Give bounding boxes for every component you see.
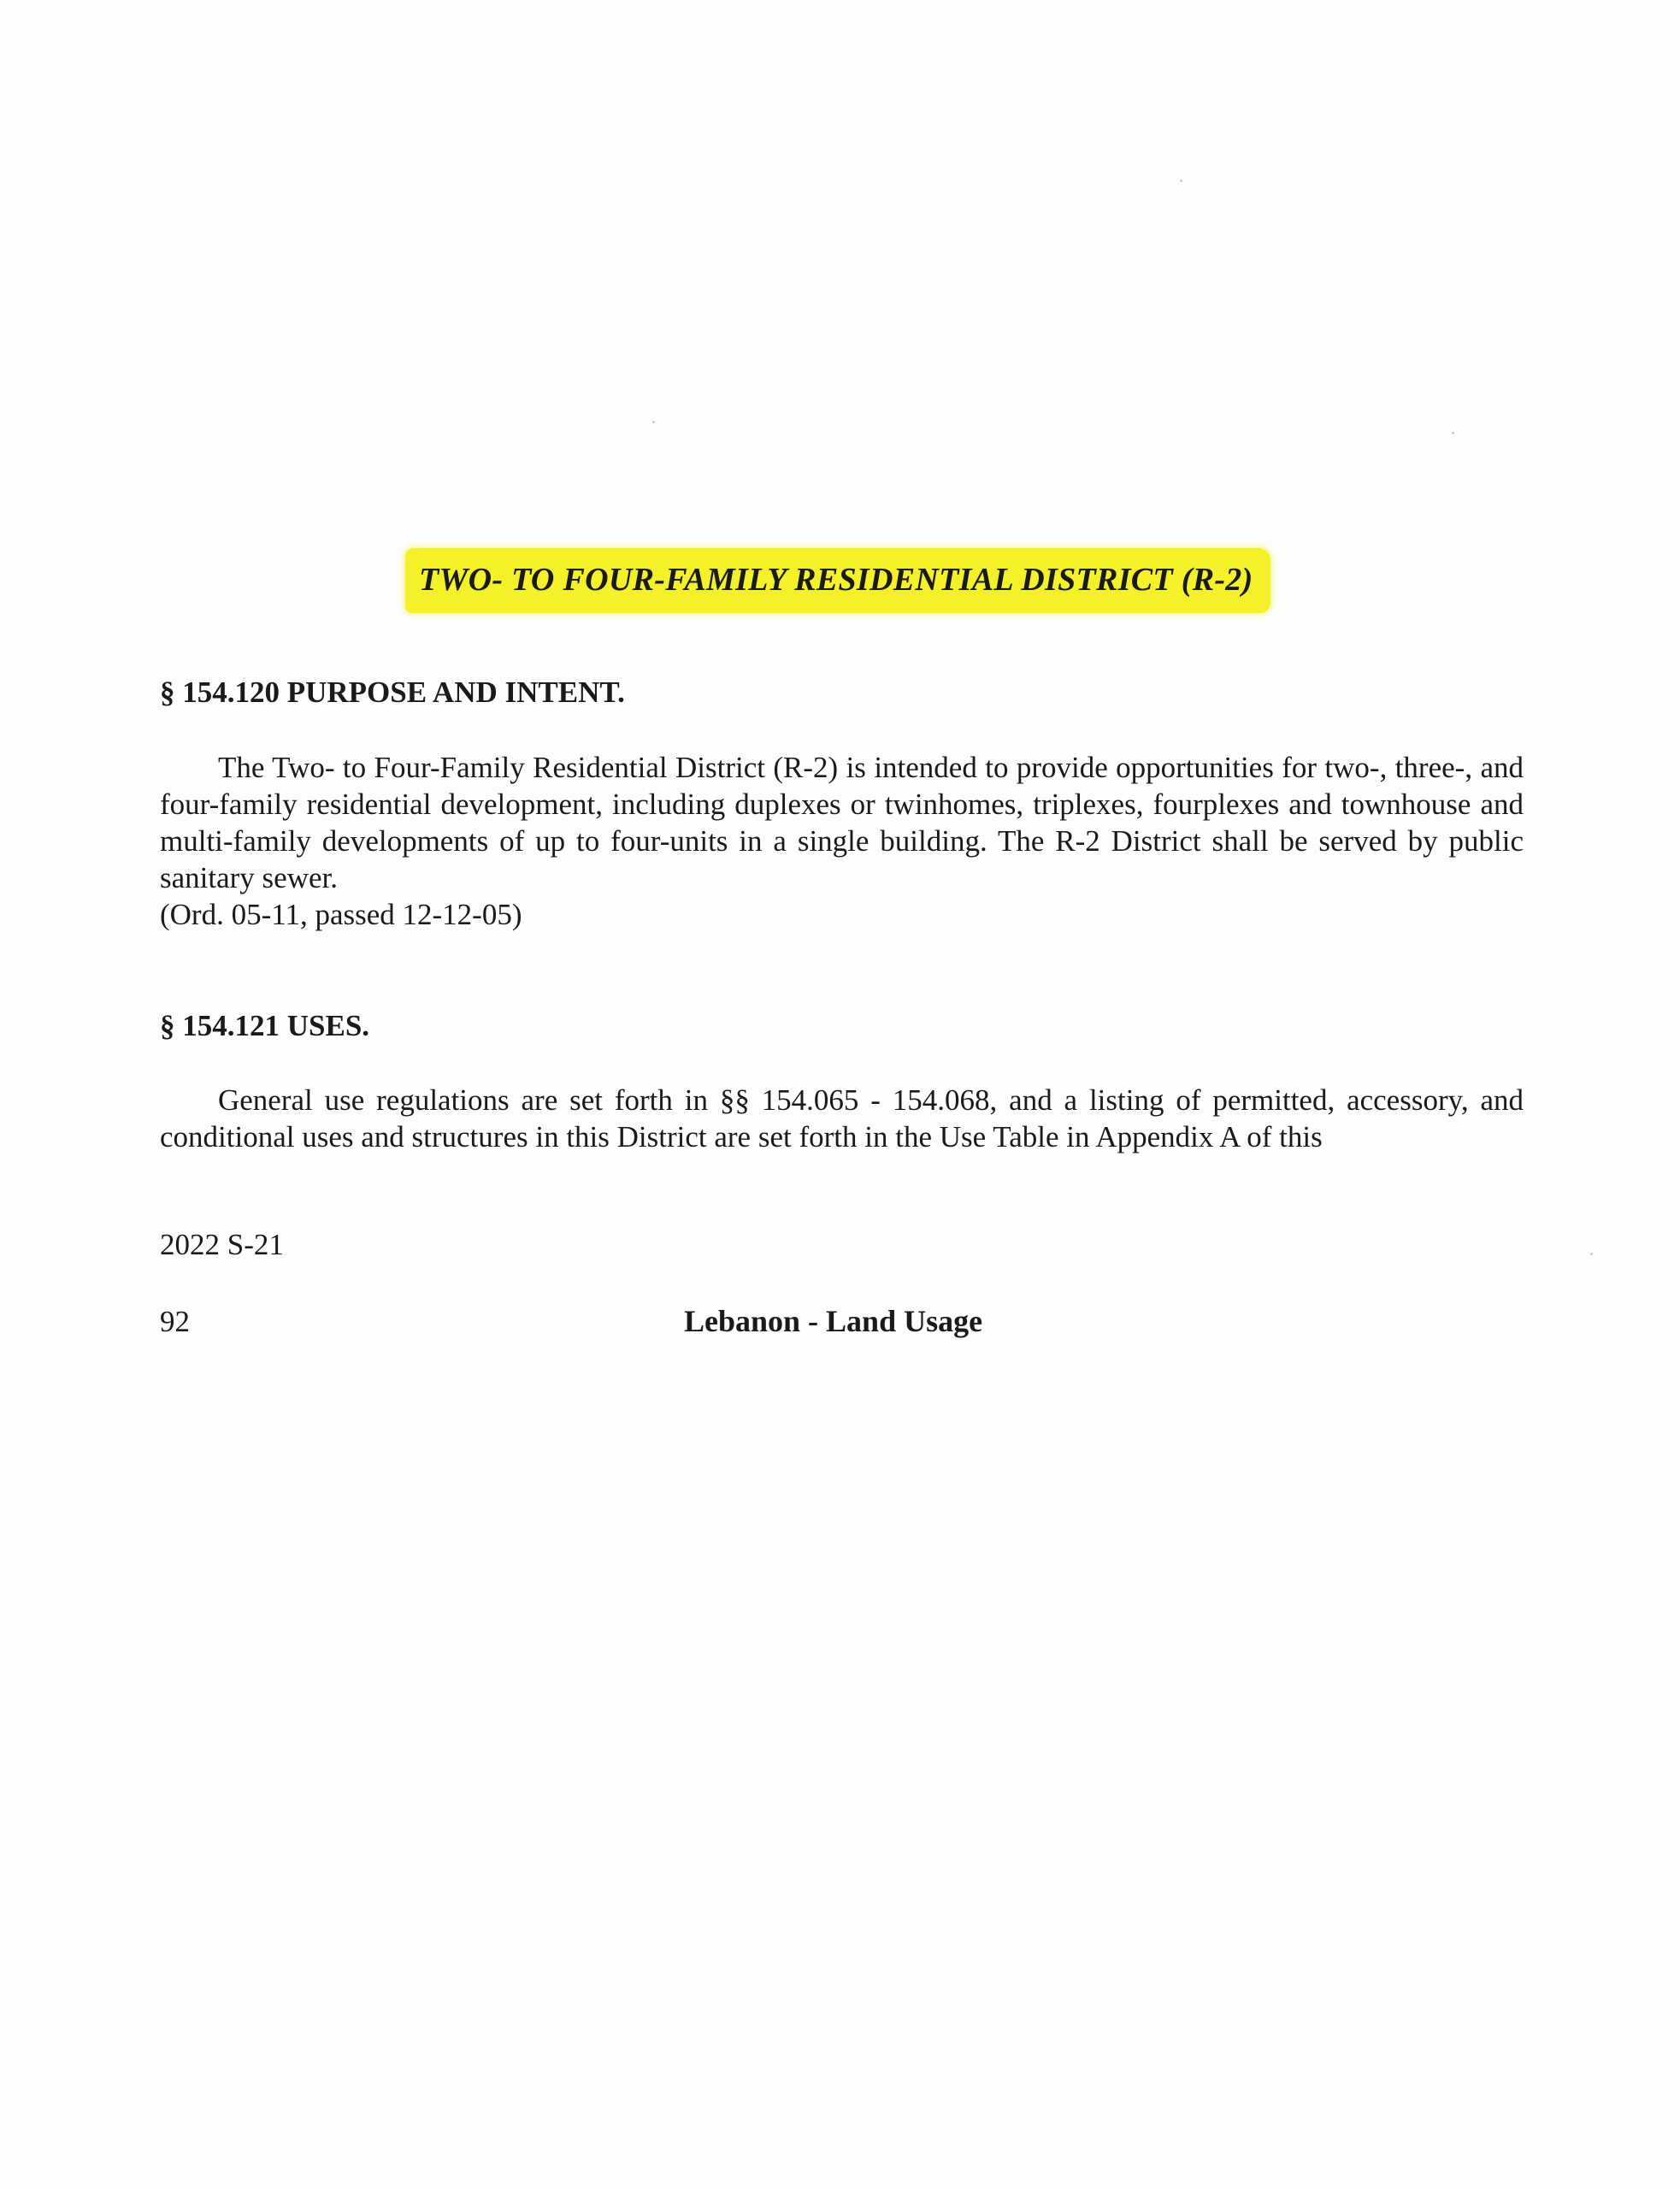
- scan-speck: [1590, 1253, 1593, 1255]
- supplement-label: 2022 S-21: [160, 1228, 284, 1261]
- section-body-uses: General use regulations are set forth in §§ 154.065 - 154.068, and a listing of permitted, accessory, and conditional uses and structures in this District are set forth in the Use Table in Appendix A of this: [160, 1083, 1524, 1154]
- scan-speck: [652, 421, 655, 423]
- scan-speck: [1180, 180, 1182, 182]
- district-title: TWO- TO FOUR-FAMILY RESIDENTIAL DISTRICT (R-2): [419, 562, 1253, 598]
- scan-speck: [1452, 432, 1454, 434]
- footer-title: Lebanon - Land Usage: [684, 1304, 983, 1338]
- page-number: 92: [160, 1305, 190, 1338]
- section-heading-uses: § 154.121 USES.: [160, 1009, 370, 1042]
- ordinance-note: (Ord. 05-11, passed 12-12-05): [160, 898, 522, 931]
- section-heading-purpose: § 154.120 PURPOSE AND INTENT.: [160, 676, 625, 709]
- section-body-purpose: The Two- to Four-Family Residential District (R-2) is intended to provide opportunities for two-, three-, and four-family residential development, including duplexes or twinhomes, triplexes, fourplexes and townhouse and multi-family developments of up to four-units in a single building. The R-2 District shall be served by public sanitary sewer.: [160, 751, 1524, 894]
